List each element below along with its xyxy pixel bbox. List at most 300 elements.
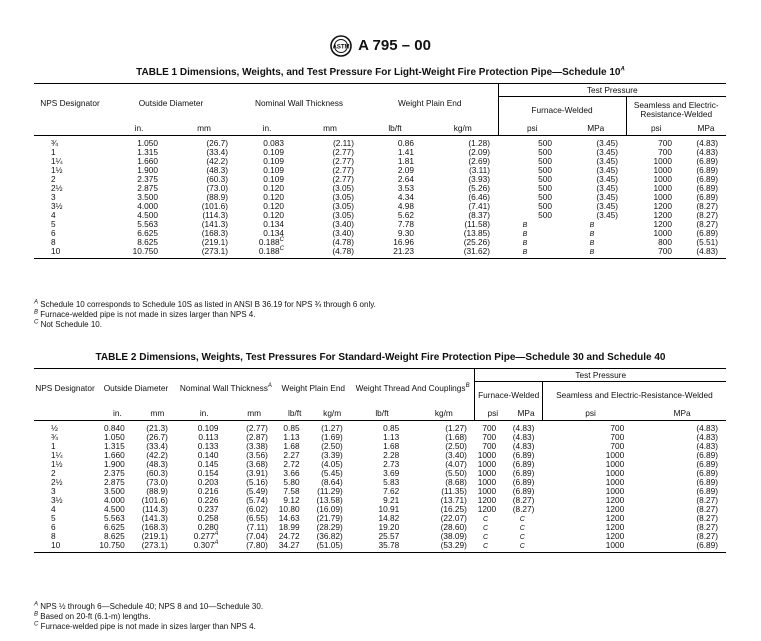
table2-unit-11: MPa — [638, 408, 726, 421]
table2-cell: 19.20 — [378, 521, 400, 532]
table2-cell: 3 — [51, 485, 56, 496]
table1-cell: 4 — [51, 209, 56, 220]
table2-cell: (168.3) — [141, 521, 168, 532]
table2-cell: ¾ — [51, 431, 58, 442]
table-row — [34, 420, 726, 433]
table1-cell: (8.27) — [696, 209, 718, 220]
table2-cell: 34.27 — [276, 541, 314, 553]
table2-cell: (3.68) — [246, 458, 268, 469]
table2-cell: 1.13 — [283, 431, 300, 442]
table1-cell: (6.89) — [696, 164, 718, 175]
table2-cell: 3.66 — [283, 467, 300, 478]
table2-cell: (60.3) — [146, 467, 168, 478]
table1-cell: (2.77) — [332, 164, 354, 175]
table2-cell: 1200 — [477, 494, 497, 505]
table2-cell: 8.625 — [103, 530, 125, 541]
table2-cell: (7.11) — [246, 521, 268, 532]
table2-cell: 0.145 — [197, 458, 219, 469]
table1-cell: (73.0) — [206, 182, 228, 193]
table2-cell: 700 — [482, 422, 497, 433]
table1-cell: 0.109 — [263, 155, 284, 166]
table1-cell: 1000 — [653, 227, 672, 238]
table1-cell: 800 — [658, 236, 672, 247]
table2-cell: (8.27) — [696, 512, 718, 523]
table1-cell: ¾ — [51, 137, 58, 148]
table1-cell: 1000 — [653, 155, 672, 166]
table2-cell: 10.91 — [378, 503, 400, 514]
table2-cell: 10.80 — [278, 503, 300, 514]
table2-footnote: $^B$ Based on 20-ft (6.1-m) lengths. — [34, 611, 151, 621]
table1-cell: $0.188^C$ — [258, 236, 284, 247]
table1-cell: 1200 — [653, 200, 672, 211]
table1-cell: 4.500 — [137, 209, 158, 220]
table2-cell: 4 — [51, 503, 56, 514]
table1-cell: 0.86 — [397, 137, 414, 148]
table2-cell: 2.27 — [283, 449, 300, 460]
table1-cell: 5.563 — [137, 218, 158, 229]
table1-cell: (6.89) — [696, 155, 718, 166]
table2-cell: (33.4) — [146, 440, 168, 451]
table1-unit-8: psi — [626, 123, 686, 136]
table2-header-furnace-welded: Furnace-Welded — [475, 382, 542, 408]
table1-cell: (219.1) — [201, 236, 228, 247]
table2-unit-4: lb/ft — [276, 408, 314, 421]
table2-cell: 5 — [51, 512, 56, 523]
table2-cell: 7.62 — [383, 485, 400, 496]
table2-cell: (8.68) — [445, 476, 467, 487]
table2-cell: 0.280 — [197, 521, 219, 532]
table2-cell: 1000 — [477, 485, 497, 496]
table1-cell: 1200 — [653, 218, 672, 229]
table2-cell: (21.79) — [316, 512, 343, 523]
table1-cell: (8.27) — [696, 200, 718, 211]
table2-unit-10: psi — [542, 408, 638, 421]
table2-cell: (6.02) — [246, 503, 268, 514]
table2-cell: 9.21 — [383, 494, 400, 505]
table-row — [34, 135, 726, 148]
table2-cell: (6.89) — [696, 485, 718, 496]
table2-cell: 1¼ — [51, 449, 63, 460]
table2-cell: (3.91) — [246, 467, 268, 478]
table1-cell: B — [522, 221, 528, 229]
table2-cell: (5.50) — [445, 467, 467, 478]
table2-cell: (11.29) — [317, 485, 343, 496]
table1-cell: 1.900 — [137, 164, 158, 175]
table2-cell: (8.27) — [512, 503, 535, 514]
table1-cell: (3.45) — [596, 164, 618, 175]
table1-unit-2: in. — [236, 123, 298, 136]
table2-cell: 1200 — [605, 530, 625, 541]
table2-cell: (28.29) — [316, 521, 343, 532]
table2-cell: 10 — [34, 541, 96, 553]
table2-cell: (6.89) — [512, 485, 535, 496]
table1-cell: B — [589, 230, 595, 238]
table1-cell: B — [522, 230, 528, 238]
table2-unit-5: kg/m — [314, 408, 351, 421]
table2-units-row — [34, 408, 726, 421]
table2-cell: (5.74) — [246, 494, 268, 505]
table2-cell: C — [483, 524, 489, 532]
table1-cell: (168.3) — [201, 227, 228, 238]
table2-footnote: $^C$ Furnace-welded pipe is not made in sizes larger than NPS 4. — [34, 621, 256, 631]
table1-unit-7: MPa — [566, 123, 626, 136]
table2-cell: (4.83) — [512, 431, 535, 442]
table1-cell: (6.89) — [696, 191, 718, 202]
table1-cell: 6.625 — [137, 227, 158, 238]
table2-cell: (6.89) — [512, 467, 535, 478]
table2-cell: 700 — [610, 431, 625, 442]
document-header — [0, 35, 761, 57]
table1-header-od: Outside Diameter — [106, 84, 236, 123]
table2-cell: 1.900 — [103, 458, 125, 469]
table1-cell: (25.26) — [463, 236, 490, 247]
table1-cell: (1.28) — [468, 137, 490, 148]
table1-units-row — [34, 123, 726, 136]
table1-cell: (11.58) — [464, 218, 490, 229]
table2-cell: (88.9) — [146, 485, 168, 496]
table1-cell: 3.500 — [137, 191, 158, 202]
table1-cell: 0.120 — [263, 182, 284, 193]
table2-cell: 1.13 — [383, 431, 400, 442]
table1-cell: 6 — [51, 227, 56, 238]
table1-cell: (88.9) — [206, 191, 228, 202]
table2-cell: 6.625 — [103, 521, 125, 532]
table1-cell: 4.34 — [397, 191, 414, 202]
table1-cell: (3.40) — [332, 218, 354, 229]
table1-cell: (4.83) — [696, 137, 718, 148]
table2-cell: (8.27) — [696, 503, 718, 514]
table2-cell: (4.83) — [696, 440, 718, 451]
astm-logo-icon — [330, 35, 352, 57]
table2-cell: 14.82 — [378, 512, 400, 523]
table2-cell: 7.58 — [283, 485, 300, 496]
table1-cell: (3.45) — [596, 173, 618, 184]
table1-cell: 0.120 — [263, 191, 284, 202]
table1-cell: 700 — [626, 247, 686, 259]
table2-cell: (8.64) — [321, 476, 343, 487]
table1-cell: 10 — [34, 247, 106, 259]
table2-cell: $0.277^A$ — [193, 530, 219, 541]
table1-cell: 500 — [538, 146, 552, 157]
table1-cell: 500 — [538, 137, 552, 148]
table2-cell: 24.72 — [278, 530, 300, 541]
table1-cell: (7.41) — [468, 200, 490, 211]
table1-cell: (3.45) — [596, 200, 618, 211]
table2-cell: (1.27) — [321, 422, 343, 433]
table1-cell: 4.98 — [397, 200, 414, 211]
table2-cell: (2.50) — [321, 440, 343, 451]
table2-cell: (4.83) — [512, 440, 535, 451]
table1-header-wpe: Weight Plain End — [362, 84, 498, 123]
table1-cell: 0.083 — [263, 137, 284, 148]
table2-cell: (38.09) — [440, 530, 467, 541]
table1-cell: (3.05) — [332, 200, 354, 211]
table1-cell: 3½ — [51, 200, 63, 211]
table1-cell: (33.4) — [206, 146, 228, 157]
table2-cell: 1000 — [605, 485, 625, 496]
table2-cell: (1.69) — [321, 431, 343, 442]
table2-cell: (11.35) — [441, 485, 467, 496]
table1-cell: (3.45) — [596, 209, 618, 220]
table2-cell: 1.68 — [383, 440, 400, 451]
table2-cell: 0.154 — [197, 467, 219, 478]
table2-cell: (4.05) — [321, 458, 343, 469]
table2-cell: 4.000 — [103, 494, 125, 505]
table1-cell: 8 — [51, 236, 56, 247]
table1-cell: (4.83) — [696, 146, 718, 157]
table2-cell: (7.80) — [233, 541, 276, 553]
table1-cell: 1.315 — [137, 146, 158, 157]
table2-cell: 0.85 — [383, 422, 400, 433]
table2-cell: (6.89) — [512, 458, 535, 469]
table2-cell: (26.7) — [146, 431, 168, 442]
table1-cell: 500 — [538, 209, 552, 220]
table2-header-wpe: Weight Plain End — [276, 369, 351, 408]
table1-header-seamless: Seamless and Electric-Resistance-Welded — [626, 97, 726, 123]
table2-header-seamless: Seamless and Electric-Resistance-Welded — [542, 382, 726, 408]
table1-cell: (2.11) — [332, 137, 354, 148]
table2-cell: (3.39) — [321, 449, 343, 460]
table2-cell: 25.57 — [378, 530, 400, 541]
table1-cell: (101.6) — [201, 200, 228, 211]
table2-header-nps: NPS Designator — [34, 369, 96, 408]
table1-title: TABLE 1 Dimensions, Weights, and Test Pressure For Light-Weight Fire Protection Pipe—Schedule $10^A$ — [136, 66, 625, 78]
table2-cell: 5.563 — [103, 512, 125, 523]
table2-cell: (4.83) — [696, 431, 718, 442]
table2-unit-1: mm — [139, 408, 176, 421]
table2-cell: (6.89) — [512, 449, 535, 460]
table2-header-nwt: Nominal Wall Thickness$^A$ — [176, 369, 276, 408]
table1-cell: 10.750 — [106, 247, 172, 259]
table1-cell: 1000 — [653, 164, 672, 175]
table1-cell: 9.30 — [397, 227, 414, 238]
table2-cell: (4.83) — [512, 422, 535, 433]
table2-cell: (8.27) — [696, 521, 718, 532]
table2-cell: C — [519, 524, 525, 532]
table2-cell: 2.73 — [383, 458, 400, 469]
table1-cell: (3.93) — [468, 173, 490, 184]
table1-cell: (3.45) — [596, 137, 618, 148]
table2-header-wtc: Weight Thread And Couplings$^B$ — [351, 369, 475, 408]
table1-cell: 2 — [51, 173, 56, 184]
table2-cell: (13.71) — [440, 494, 467, 505]
table2-cell: C — [519, 533, 525, 541]
table2-cell: (73.0) — [146, 476, 168, 487]
table1-cell: 0.109 — [263, 164, 284, 175]
table2-cell: C — [483, 515, 489, 523]
table2-cell: (13.58) — [316, 494, 343, 505]
table-row — [34, 541, 726, 553]
table1-cell: 0.120 — [263, 209, 284, 220]
table1-cell: 21.23 — [362, 247, 428, 259]
table2-cell: 1200 — [477, 503, 497, 514]
table2-cell: 2.28 — [383, 449, 400, 460]
table1-cell: (3.11) — [468, 164, 490, 175]
table2-cell: $0.307^A$ — [176, 541, 233, 553]
table2-cell: 1000 — [477, 467, 497, 478]
table2-cell: (51.05) — [314, 541, 351, 553]
table2-cell: 35.78 — [351, 541, 414, 553]
table2-unit-7: kg/m — [413, 408, 475, 421]
table1-cell: (3.05) — [332, 182, 354, 193]
table2-footnote: $^A$ NPS ½ through 6—Schedule 40; NPS 8 and 10—Schedule 30. — [34, 601, 264, 611]
table1-cell: (13.85) — [463, 227, 490, 238]
table1-cell: (6.46) — [468, 191, 490, 202]
table1-cell: (2.77) — [332, 173, 354, 184]
table2-unit-9: MPa — [510, 408, 542, 421]
table2-cell: 0.840 — [103, 422, 125, 433]
table1 — [34, 83, 726, 259]
table1-cell: 0.134 — [263, 218, 284, 229]
table1-cell: 500 — [538, 173, 552, 184]
table1-unit-9: MPa — [686, 123, 726, 136]
table2-cell: (6.89) — [638, 541, 726, 553]
table1-cell: 500 — [538, 182, 552, 193]
svg-text:ASTM: ASTM — [332, 44, 350, 51]
table2-notes — [34, 602, 263, 632]
table1-cell: (6.89) — [696, 182, 718, 193]
table2-cell: C — [483, 533, 489, 541]
table2-cell: (2.50) — [445, 440, 467, 451]
table2-cell: (1.68) — [445, 431, 467, 442]
table1-cell: 3 — [51, 191, 56, 202]
table2-cell: (16.09) — [316, 503, 343, 514]
table2-unit-8: psi — [475, 408, 510, 421]
table2-cell: (8.27) — [696, 494, 718, 505]
table1-cell: $0.188^C$ — [236, 247, 298, 259]
table2-cell: (8.27) — [696, 530, 718, 541]
table2-cell: (1.27) — [445, 422, 467, 433]
table1-cell: 16.96 — [393, 236, 414, 247]
table2-cell: (53.29) — [413, 541, 475, 553]
table1-cell: (3.05) — [332, 191, 354, 202]
table1-cell: (4.78) — [332, 236, 354, 247]
table1-body — [34, 135, 726, 258]
table1-cell: B — [589, 239, 595, 247]
table2-cell: (42.2) — [146, 449, 168, 460]
table2-cell: (6.89) — [696, 449, 718, 460]
table1-cell: 2½ — [51, 182, 63, 193]
table2-cell: (6.89) — [696, 467, 718, 478]
table2-cell: 0.113 — [198, 431, 219, 442]
table1-cell: 1½ — [51, 164, 63, 175]
table2-cell: (22.07) — [440, 512, 467, 523]
table2-cell: 1000 — [605, 449, 625, 460]
table2-unit-3: mm — [233, 408, 276, 421]
table1-cell: (4.78) — [298, 247, 362, 259]
table2-cell: 700 — [482, 431, 497, 442]
table1-cell: (141.3) — [201, 218, 228, 229]
table2-cell: 1000 — [605, 458, 625, 469]
table1-header-test-pressure: Test Pressure — [498, 84, 726, 97]
table1-cell: 2.09 — [397, 164, 414, 175]
table1-unit-6: psi — [498, 123, 566, 136]
table2-cell: 1000 — [477, 476, 497, 487]
table1-cell: 0.120 — [263, 200, 284, 211]
table2-header-test-pressure: Test Pressure — [475, 369, 726, 382]
table2-cell: 6 — [51, 521, 56, 532]
table1-cell: (5.51) — [696, 236, 718, 247]
table1-cell: (2.69) — [468, 155, 490, 166]
table1-cell: 1000 — [653, 182, 672, 193]
table2-cell: (28.60) — [440, 521, 467, 532]
table1-cell: 2.875 — [137, 182, 158, 193]
table2-cell: 0.226 — [197, 494, 219, 505]
table1-cell: (3.05) — [332, 209, 354, 220]
table1-cell: 1 — [51, 146, 56, 157]
table1-cell: (8.27) — [696, 218, 718, 229]
table2-cell: 1.68 — [283, 440, 300, 451]
table2-cell: 700 — [610, 440, 625, 451]
table1-cell: 2.375 — [137, 173, 158, 184]
table1-cell: B — [566, 247, 626, 259]
table2-cell: (6.55) — [246, 512, 268, 523]
table2-cell: 0.133 — [197, 440, 219, 451]
table2-cell: 8 — [51, 530, 56, 541]
table2-cell: (5.49) — [246, 485, 268, 496]
table2-cell: 2.875 — [103, 476, 125, 487]
table2-cell: 5.83 — [383, 476, 400, 487]
table2-cell: 2.72 — [283, 458, 300, 469]
table1-cell: (3.40) — [332, 227, 354, 238]
table1-cell: 0.109 — [263, 173, 284, 184]
table1-cell: 3.53 — [397, 182, 414, 193]
table2-cell: 0.258 — [197, 512, 219, 523]
table1-cell: (5.26) — [468, 182, 490, 193]
table2-cell: 2.375 — [103, 467, 125, 478]
table2-cell: C — [519, 515, 525, 523]
table1-cell: 500 — [538, 200, 552, 211]
table2-cell: (3.56) — [246, 449, 268, 460]
table2-cell: (6.89) — [696, 458, 718, 469]
table2-cell: 14.63 — [278, 512, 300, 523]
table1-cell: 7.78 — [397, 218, 414, 229]
table1-cell: (2.77) — [332, 146, 354, 157]
table2-cell: (6.89) — [512, 476, 535, 487]
table1-cell: (31.62) — [428, 247, 498, 259]
table2 — [34, 368, 726, 553]
table1-cell: 1000 — [653, 191, 672, 202]
table2-cell: (141.3) — [141, 512, 168, 523]
table1-cell: 0.134 — [263, 227, 284, 238]
table2-unit-2: in. — [176, 408, 233, 421]
table1-notes — [34, 300, 376, 330]
table2-cell: 1½ — [51, 458, 63, 469]
table1-cell: (2.77) — [332, 155, 354, 166]
table1-cell: 700 — [658, 137, 672, 148]
table1-cell: B — [522, 239, 528, 247]
table1-cell: 500 — [538, 164, 552, 175]
table1-cell: (8.37) — [468, 209, 490, 220]
table2-cell: (16.25) — [440, 503, 467, 514]
table1-footnote: $^B$ Furnace-welded pipe is not made in sizes larger than NPS 4. — [34, 309, 256, 319]
table2-cell: ½ — [51, 422, 58, 433]
table1-cell: (6.89) — [696, 227, 718, 238]
table1-header-furnace-welded: Furnace-Welded — [498, 97, 626, 123]
table1-cell: 1¼ — [51, 155, 63, 166]
table1-cell: (273.1) — [172, 247, 236, 259]
table2-cell: 0.216 — [197, 485, 219, 496]
table1-unit-4: lb/ft — [362, 123, 428, 136]
table2-cell: (114.3) — [142, 503, 168, 514]
table2-cell: (7.04) — [246, 530, 268, 541]
table1-cell: (48.3) — [206, 164, 228, 175]
table2-cell: 0.109 — [197, 422, 219, 433]
table1-cell: (3.45) — [596, 155, 618, 166]
table2-cell: 0.140 — [197, 449, 219, 460]
table2-cell: 9.12 — [283, 494, 300, 505]
table2-cell: (219.1) — [141, 530, 168, 541]
